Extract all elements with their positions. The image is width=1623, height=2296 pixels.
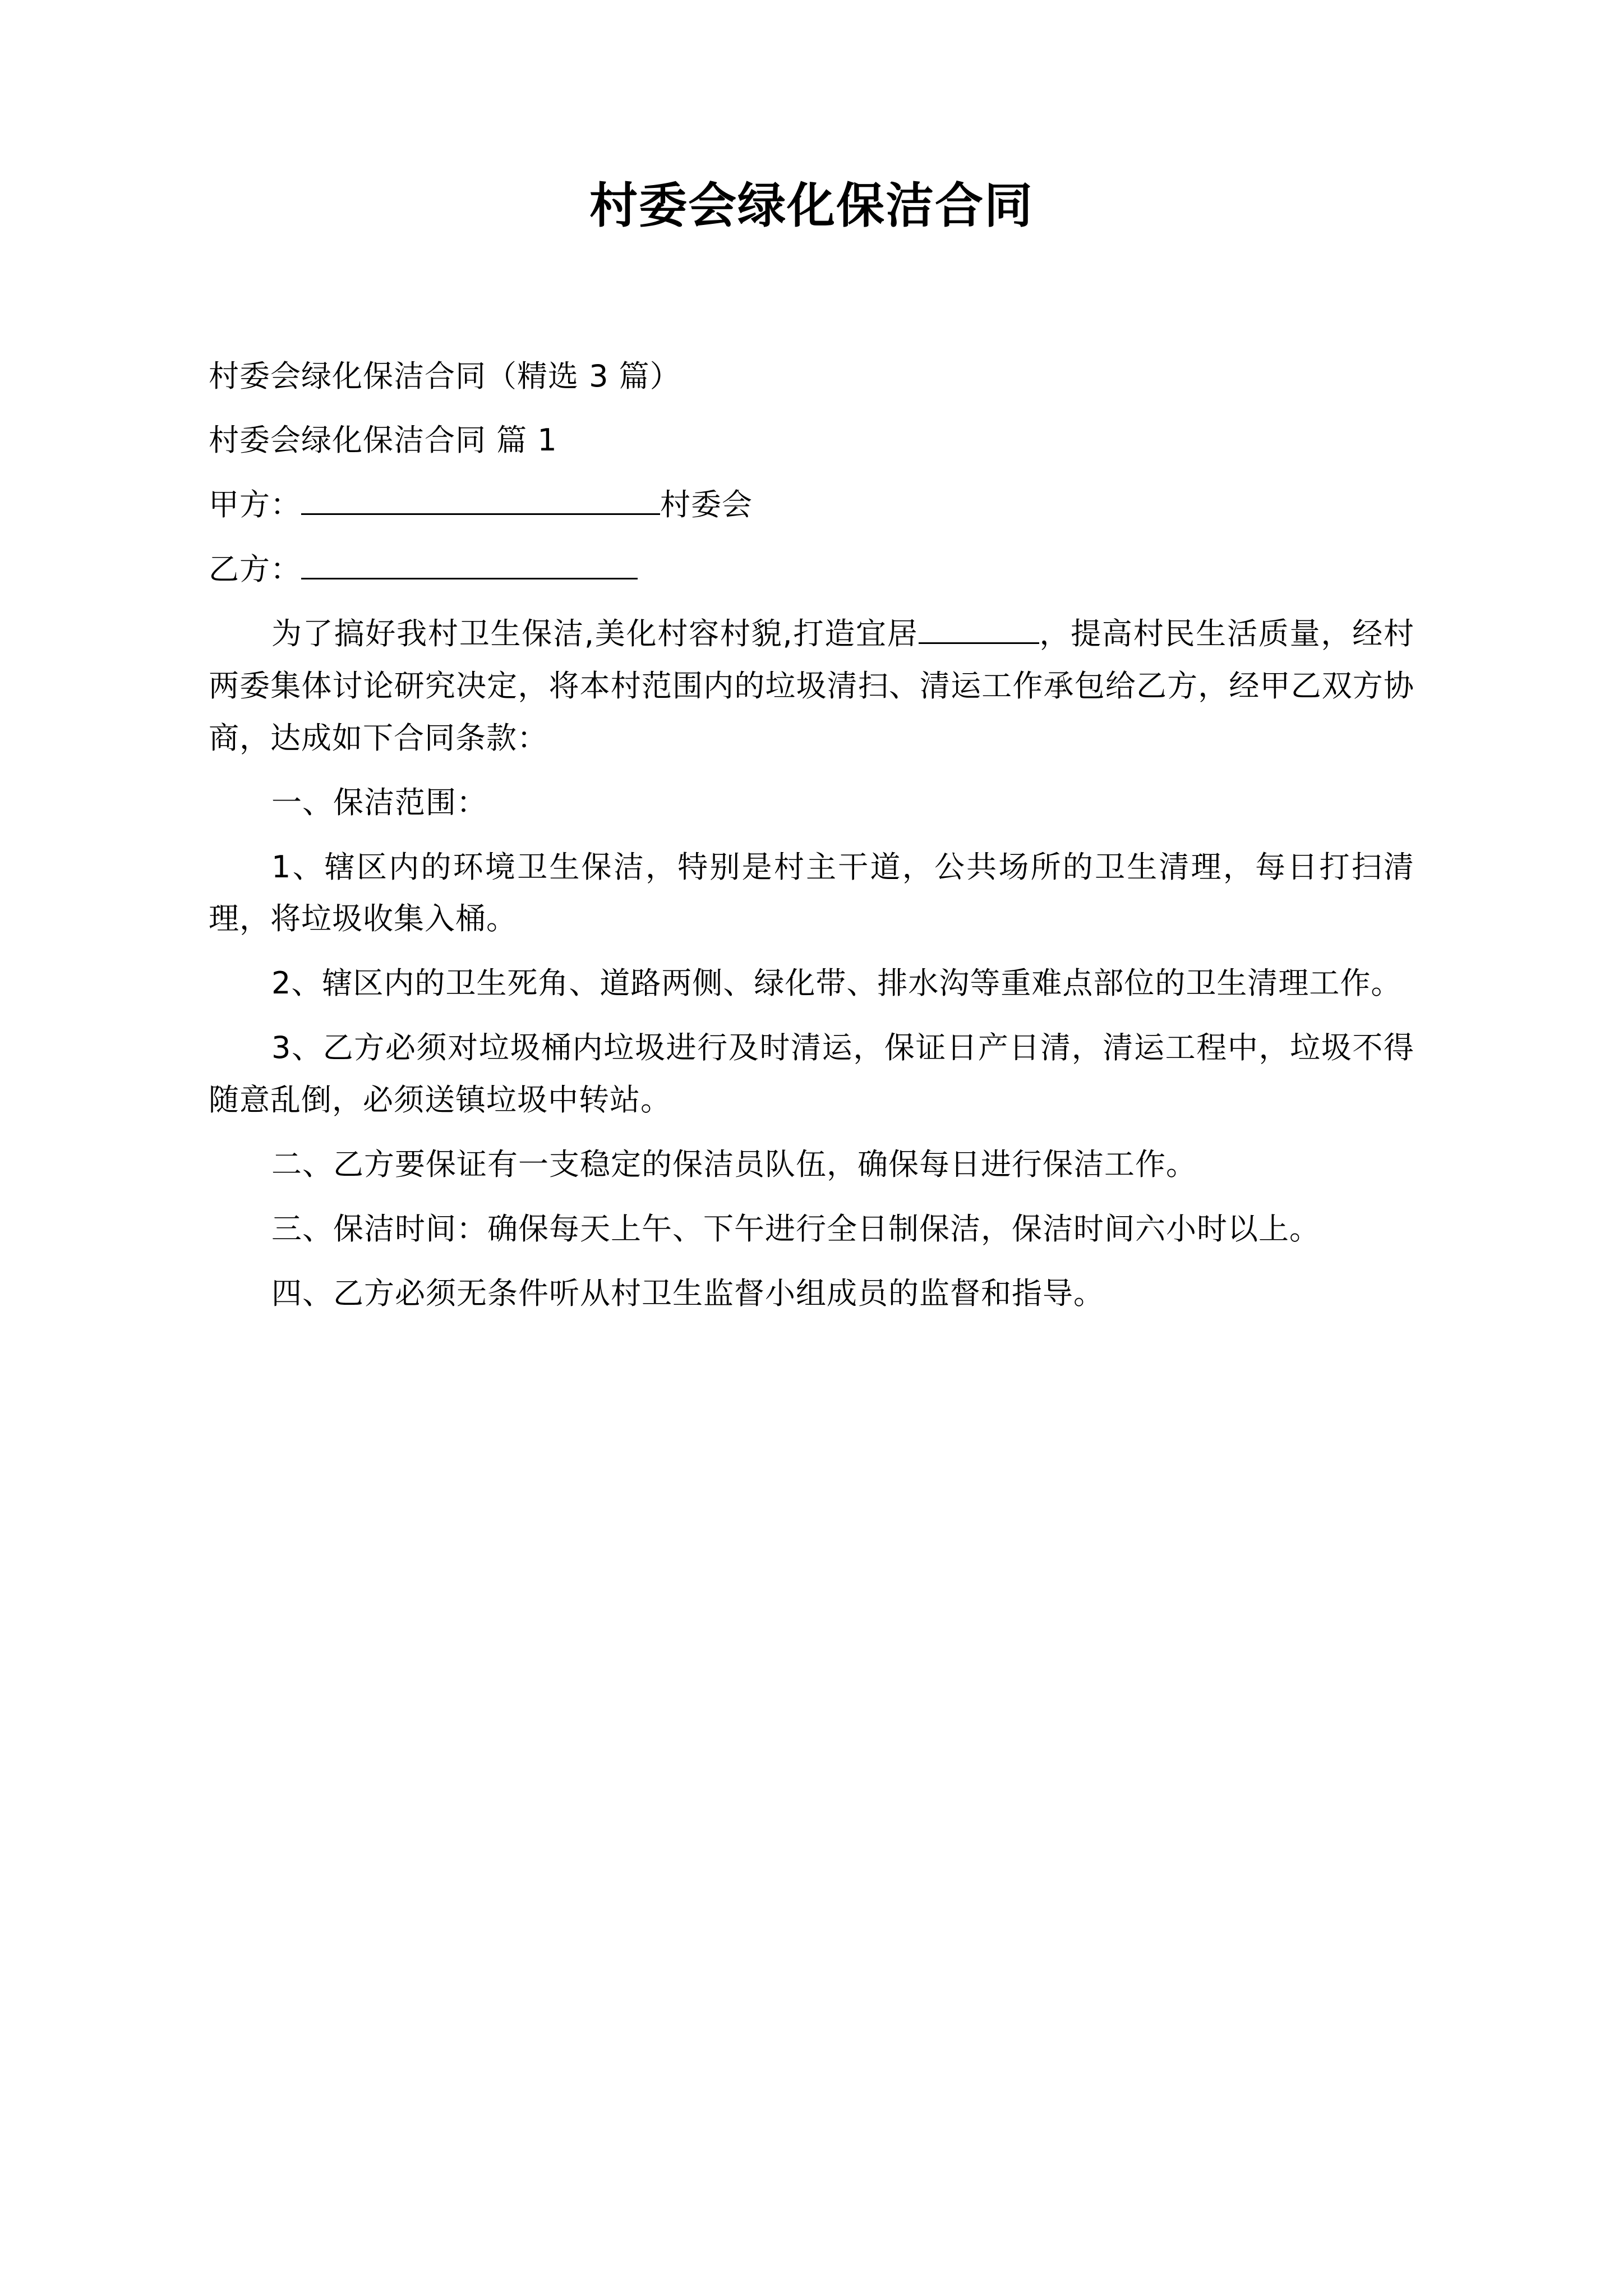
paragraph-party-b xyxy=(209,544,1414,596)
preamble-text-after: ，提高村民生活质量，经村两委集体讨论研究决定，将本村范围内的垃圾清扫、清运工作承包给乙方，经甲乙双方协商，达成如下合同条款： xyxy=(209,616,1414,756)
paragraph-preamble xyxy=(209,608,1414,765)
paragraph-section-3: 三、保洁时间：确保每天上午、下午进行全日制保洁，保洁时间六小时以上。 xyxy=(271,1211,1320,1246)
paragraph-item-1-3: 3、乙方必须对垃圾桶内垃圾进行及时清运，保证日产日清，清运工程中，垃圾不得随意乱倒，必须送镇垃圾中转站。 xyxy=(209,1030,1414,1118)
party-a-suffix: 村委会 xyxy=(660,487,753,523)
paragraph-section-2: 二、乙方要保证有一支稳定的保洁员队伍，确保每日进行保洁工作。 xyxy=(271,1146,1197,1182)
paragraph-party-a xyxy=(209,479,1414,531)
party-b-blank xyxy=(301,578,638,579)
page-title: 村委会绿化保洁合同 xyxy=(589,178,1034,234)
paragraph-item-1-2: 2、辖区内的卫生死角、道路两侧、绿化带、排水沟等重难点部位的卫生清理工作。 xyxy=(271,965,1402,1001)
party-b-label: 乙方： xyxy=(209,551,301,587)
paragraph-item-1-1: 1、辖区内的环境卫生保洁，特别是村主干道，公共场所的卫生清理，每日打扫清理，将垃圾收集入桶。 xyxy=(209,849,1414,937)
paragraph-section-1-heading: 一、保洁范围： xyxy=(271,784,487,820)
party-a-label: 甲方： xyxy=(209,487,301,523)
paragraph-section-4: 四、乙方必须无条件听从村卫生监督小组成员的监督和指导。 xyxy=(271,1275,1104,1311)
paragraph-article-heading: 村委会绿化保洁合同 篇 1 xyxy=(209,422,557,458)
preamble-text-before: 为了搞好我村卫生保洁,美化村容村貌,打造宜居 xyxy=(271,616,919,652)
document-body xyxy=(209,233,1414,1320)
preamble-blank xyxy=(919,642,1039,644)
paragraph-collection-line: 村委会绿化保洁合同（精选 3 篇） xyxy=(209,358,681,394)
party-a-blank xyxy=(301,513,660,515)
